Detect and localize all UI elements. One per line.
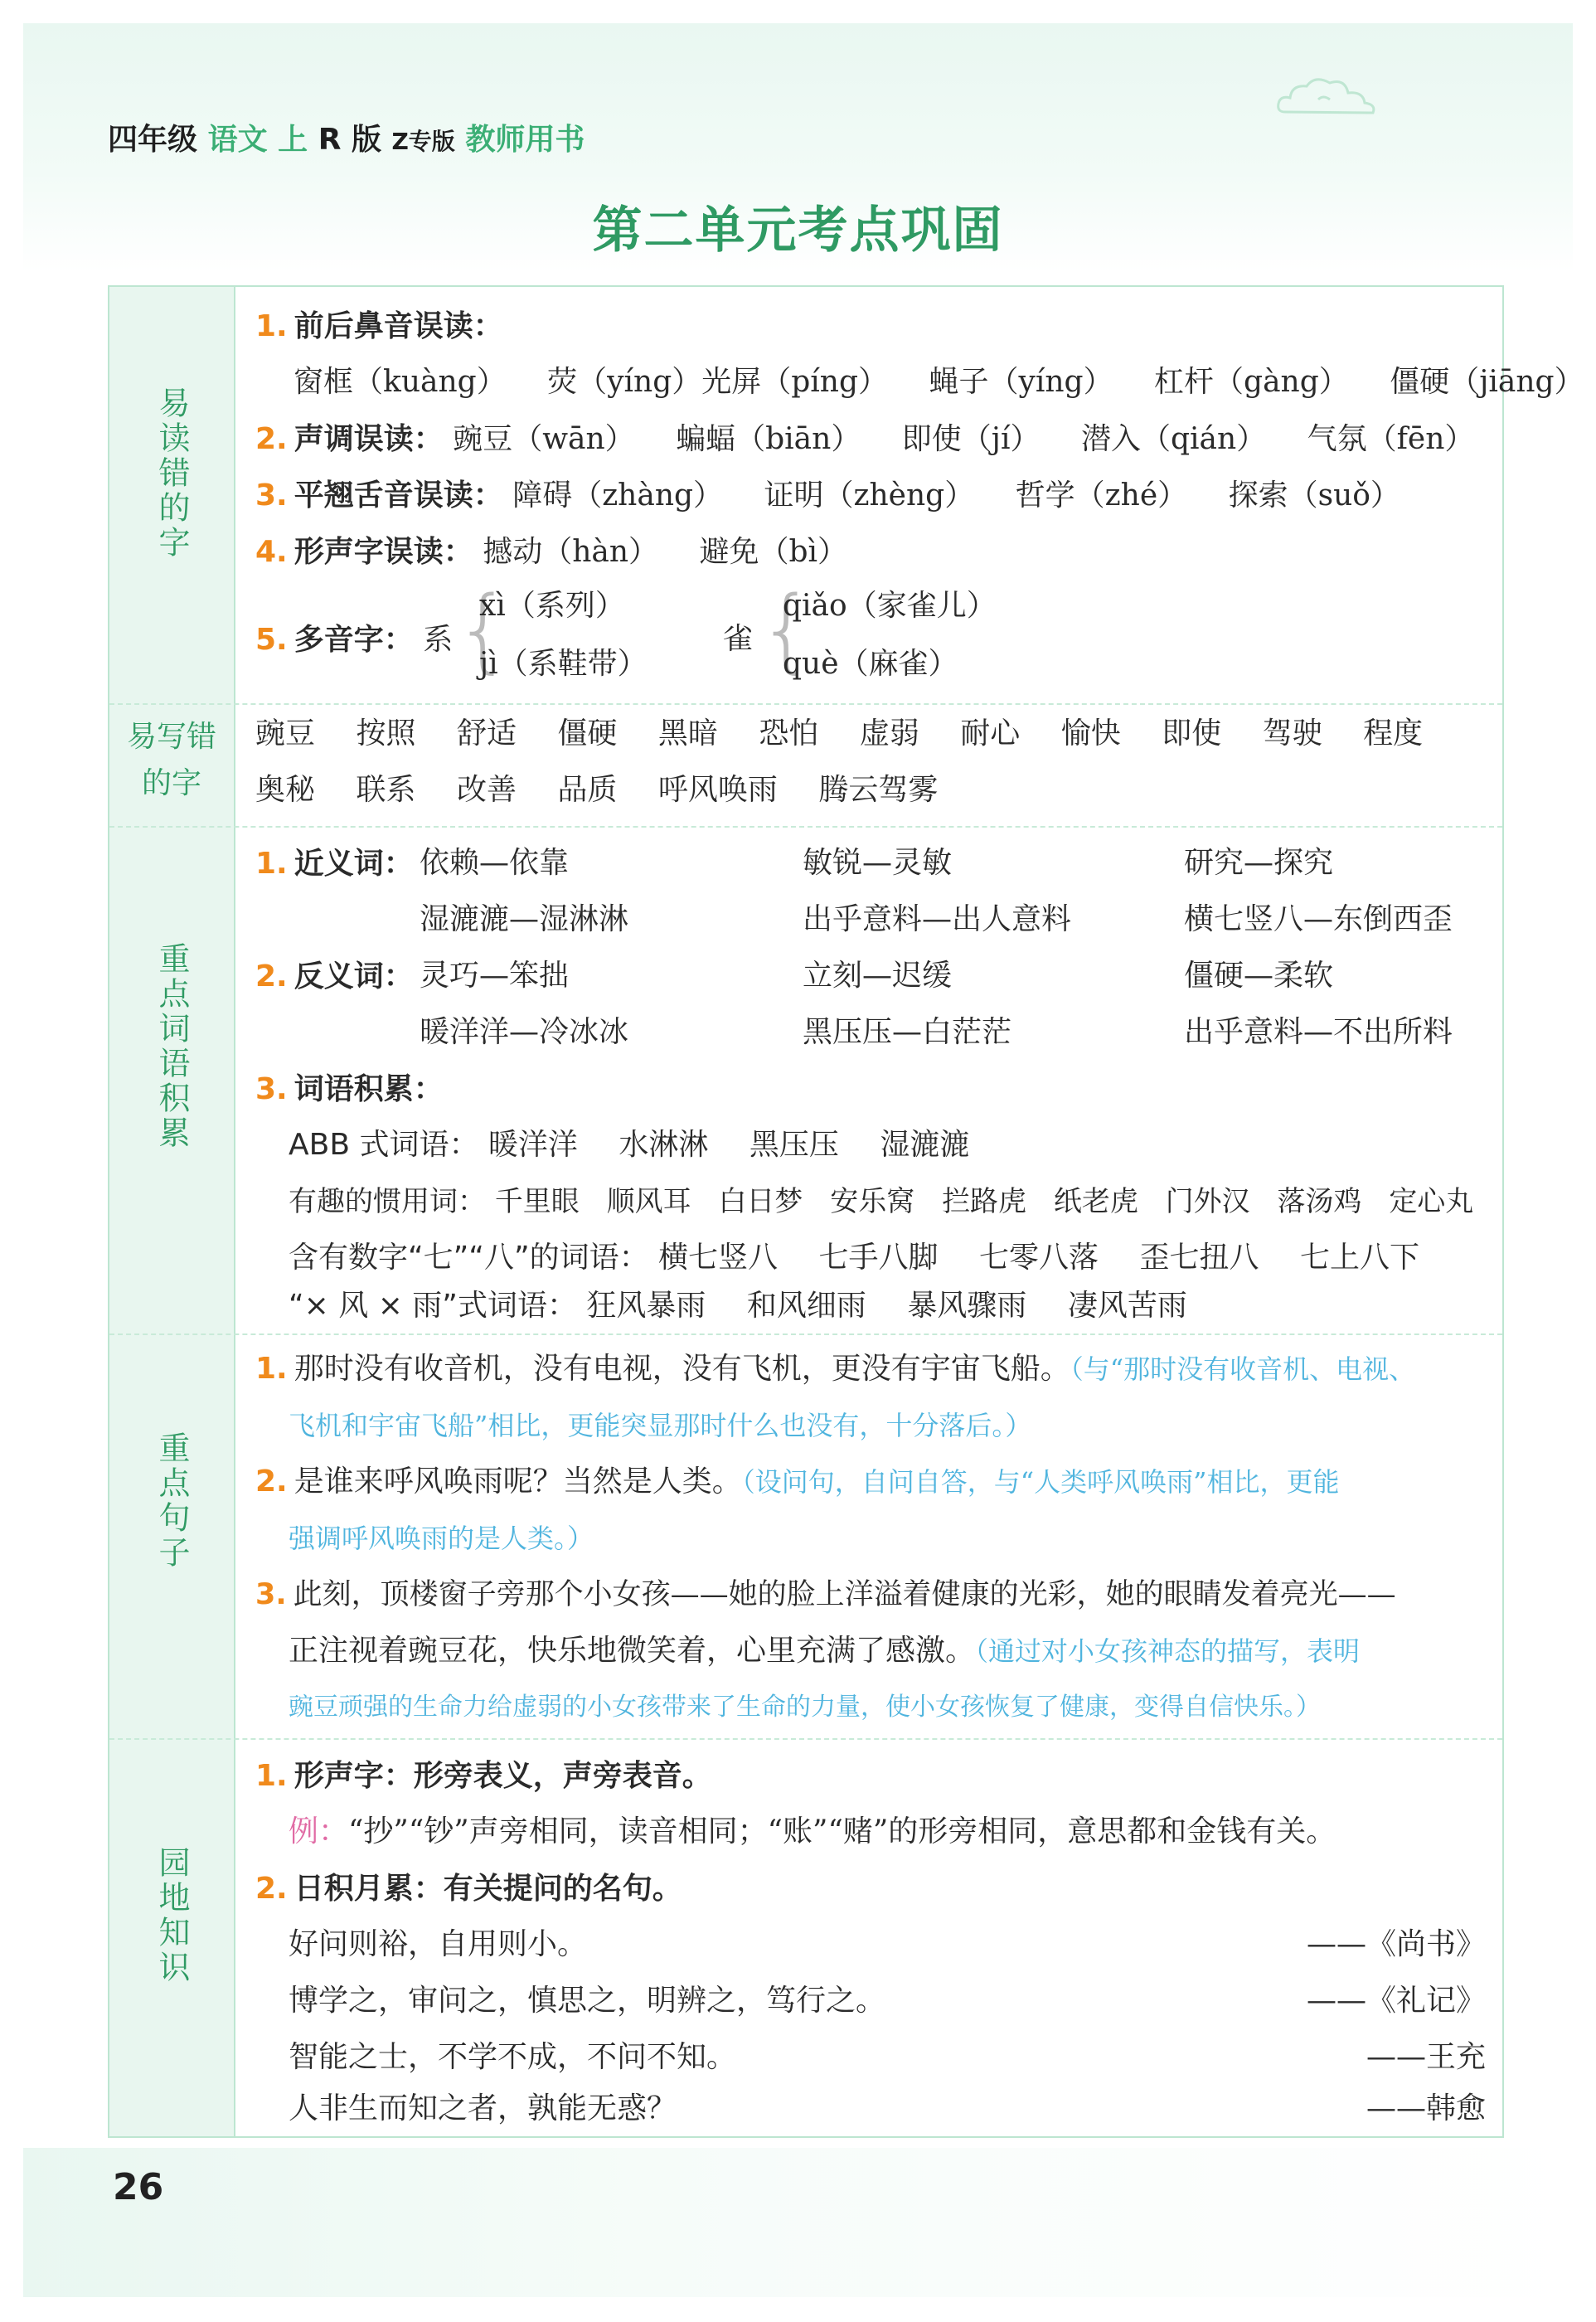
example-label: 例：: [289, 1814, 349, 1848]
polyphone-reading: què（麻雀）: [783, 647, 958, 681]
quote-text: 好问则裕，自用则小。: [289, 1927, 588, 1961]
word: 暖洋洋: [488, 1128, 578, 1162]
word: 蝇子（yíng）: [929, 365, 1113, 399]
subject: 语文: [207, 123, 268, 157]
antonym-pair: 灵巧—笨拙: [420, 959, 570, 993]
s1-item4: 4. 形声字误读： 撼动（hàn） 避免（bì）: [255, 534, 848, 569]
word: 僵硬: [557, 717, 618, 751]
footer-background: [23, 2148, 1573, 2297]
word: 荧（yíng）光屏（píng）: [547, 365, 889, 399]
word: 呼风唤雨: [657, 773, 778, 807]
word: 撼动（hàn）: [483, 535, 659, 569]
word: 恐怕: [759, 717, 819, 751]
word: 歪七扭八: [1139, 1241, 1259, 1275]
antonym-pair: 僵硬—柔软: [1184, 959, 1334, 993]
s4-sentence-1: 1. 那时没有收音机，没有电视，没有飞机，更没有宇宙飞船。（与“那时没有收音机、电视、: [255, 1352, 1416, 1386]
word: 暴风骤雨: [907, 1289, 1027, 1323]
word: 虚弱: [859, 717, 919, 751]
word: 即使（jí）: [901, 422, 1041, 456]
word: 探索（suǒ）: [1228, 478, 1400, 512]
word: 拦路虎: [942, 1185, 1027, 1218]
synonym-pair: 湿漉漉—湿淋淋: [420, 902, 629, 936]
polyphone-reading: qiǎo（家雀儿）: [783, 589, 997, 623]
section-label-garden: 园地知识: [153, 1846, 190, 1985]
section-label-miswrite-2: 的字: [141, 766, 201, 800]
wind-rain-words-row: “× 风 × 雨”式词语： 狂风暴雨 和风细雨 暴风骤雨 凄风苦雨: [289, 1289, 1187, 1323]
section-label-key-words: 重点词语积累: [153, 942, 190, 1151]
synonym-pair: 依赖—依靠: [420, 846, 570, 880]
antonym-pair: 立刻—迟缓: [803, 959, 953, 993]
s5-item1-example: 例：“抄”“钞”声旁相同，读音相同；“账”“赌”的形旁相同，意思都和金钱有关。: [289, 1814, 1336, 1848]
s3-synonyms-head: 1. 近义词：: [255, 846, 414, 881]
word: 愉快: [1060, 717, 1121, 751]
section-divider: [109, 1738, 1502, 1740]
word: 腾云驾雾: [818, 773, 939, 807]
synonym-pair: 出乎意料—出人意料: [803, 902, 1072, 936]
word: 七零八落: [979, 1241, 1099, 1275]
s4-sentence-1-note: 飞机和宇宙飞船”相比，更能突显那时什么也没有，十分落后。）: [289, 1410, 1032, 1441]
s1-item2: 2. 声调误读： 豌豆（wān） 蝙蝠（biān） 即使（jí） 潜入（qián） 气氛（fēn）: [255, 421, 1475, 456]
word: 杠杆（gàng）: [1154, 365, 1349, 399]
word: 狂风暴雨: [586, 1289, 706, 1323]
word: 即使: [1162, 717, 1222, 751]
s1-item5-head: 5. 多音字： 系: [255, 622, 454, 657]
quote-source: ——韩愈: [1366, 2091, 1486, 2125]
word: 程度: [1363, 717, 1424, 751]
section-divider: [109, 1333, 1502, 1335]
word: 纸老虎: [1053, 1185, 1138, 1218]
word: 七上八下: [1299, 1241, 1419, 1275]
s2-row1: [255, 713, 1423, 755]
word: 凄风苦雨: [1067, 1289, 1187, 1323]
polyphone-reading: xì（系列）: [479, 589, 625, 623]
word: 黑暗: [657, 717, 718, 751]
polyphone-char-2: 雀: [723, 622, 754, 656]
word: 横七竖八: [658, 1241, 779, 1275]
word: 顺风耳: [606, 1185, 691, 1218]
polyphone-char-1: 系: [423, 623, 454, 657]
s2-row2: [255, 770, 938, 811]
word: 落汤鸡: [1277, 1185, 1362, 1218]
word: 豌豆（wān）: [453, 422, 635, 456]
synonym-pair: 研究—探究: [1184, 846, 1334, 880]
section-divider: [109, 826, 1502, 828]
quote-source: ——王充: [1366, 2040, 1486, 2074]
z-edition: Z专版: [391, 128, 455, 155]
section-label-misread: 易读错的字: [153, 386, 190, 561]
word: 品质: [557, 773, 618, 807]
word: 安乐窝: [830, 1185, 915, 1218]
s4-sentence-2: 2. 是谁来呼风唤雨呢？当然是人类。（设问句，自问自答，与“人类呼风唤雨”相比，更能: [255, 1465, 1340, 1499]
idiom-words-row: 有趣的惯用词： 千里眼 顺风耳 白日梦 安乐窝 拦路虎 纸老虎 门外汉 落汤鸡 定心丸: [289, 1185, 1474, 1218]
book-type: 教师用书: [465, 123, 585, 157]
polyphone-reading: jì（系鞋带）: [479, 647, 648, 681]
word: 定心丸: [1389, 1185, 1474, 1218]
s1-item3: 3. 平翘舌音误读： 障碍（zhàng） 证明（zhèng） 哲学（zhé） 探索（suǒ）: [255, 478, 1400, 512]
number-words-row: 含有数字“七”“八”的词语： 横七竖八 七手八脚 七零八落 歪七扭八 七上八下: [289, 1241, 1419, 1275]
abb-words-row: ABB 式词语： 暖洋洋 水淋淋 黑压压 湿漉漉: [289, 1128, 970, 1162]
antonym-pair: 出乎意料—不出所料: [1184, 1015, 1453, 1049]
cloud-icon: [1269, 66, 1385, 124]
brace-2: {: [758, 576, 816, 683]
synonym-pair: 横七竖八—东倒西歪: [1184, 902, 1453, 936]
volume: 上: [278, 123, 308, 157]
word: 耐心: [960, 717, 1021, 751]
antonym-pair: 黑压压—白茫茫: [803, 1015, 1012, 1049]
quote-text: 人非生而知之者，孰能无惑？: [289, 2091, 677, 2125]
quote-source: ——《礼记》: [1306, 1984, 1486, 2018]
section-label-key-sentences: 重点句子: [153, 1431, 190, 1571]
word: 七手八脚: [818, 1241, 939, 1275]
word: 舒适: [456, 717, 517, 751]
word: 气氛（fēn）: [1307, 422, 1475, 456]
s1-item1-head: 1. 前后鼻音误读：: [255, 308, 503, 343]
brace-1: {: [454, 576, 512, 683]
word: 湿漉漉: [880, 1128, 970, 1162]
edition: R 版: [318, 123, 381, 157]
page-title: 第二单元考点巩固: [592, 202, 1004, 260]
s4-sentence-2-note: 强调呼风唤雨的是人类。）: [289, 1523, 594, 1554]
word: 避免（bì）: [699, 535, 848, 569]
quote-text: 博学之，审问之，慎思之，明辨之，笃行之。: [289, 1984, 886, 2018]
word: 按照: [356, 717, 416, 751]
s1-item1-words: [293, 362, 1584, 403]
s4-sentence-3: 3. 此刻，顶楼窗子旁那个小女孩——她的脸上洋溢着健康的光彩，她的眼睛发着亮光——: [255, 1578, 1396, 1611]
content-table: [108, 285, 1584, 2138]
word: 联系: [356, 773, 416, 807]
s5-item2-head: 2. 日积月累：有关提问的名句。: [255, 1871, 682, 1906]
section-label-miswrite-1: 易写错: [126, 720, 216, 754]
word: 奥秘: [255, 773, 316, 807]
book-header: [108, 116, 585, 158]
word: 千里眼: [494, 1185, 580, 1218]
word: 改善: [456, 773, 517, 807]
word: 黑压压: [749, 1128, 839, 1162]
grade: 四年级: [108, 123, 198, 157]
quote-text: 智能之士，不学不成，不问不知。: [289, 2040, 737, 2074]
word: 僵硬（jiāng）: [1390, 365, 1584, 399]
s3-accumulate-head: 3. 词语积累：: [255, 1071, 444, 1106]
synonym-pair: 敏锐—灵敏: [803, 846, 953, 880]
word: 障碍（zhàng）: [512, 478, 724, 512]
word: 潜入（qián）: [1080, 422, 1267, 456]
s5-item1: 1. 形声字：形旁表义，声旁表音。: [255, 1758, 712, 1793]
word: 豌豆: [255, 717, 316, 751]
word: 和风细雨: [746, 1289, 866, 1323]
word: 蝙蝠（biān）: [676, 422, 861, 456]
s4-sentence-3-cont: 正注视着豌豆花，快乐地微笑着，心里充满了感激。（通过对小女孩神态的描写，表明: [289, 1634, 1361, 1668]
s4-sentence-3-note: 豌豆顽强的生命力给虚弱的小女孩带来了生命的力量，使小女孩恢复了健康，变得自信快乐。）: [289, 1693, 1321, 1722]
page-number: 26: [113, 2166, 164, 2208]
s3-antonyms-head: 2. 反义词：: [255, 959, 414, 993]
antonym-pair: 暖洋洋—冷冰冰: [420, 1015, 629, 1049]
word: 证明（zhèng）: [764, 478, 975, 512]
word: 哲学（zhé）: [1015, 478, 1188, 512]
section-divider: [109, 703, 1502, 705]
word: 窗框（kuàng）: [293, 365, 507, 399]
word: 水淋淋: [619, 1128, 709, 1162]
quote-source: ——《尚书》: [1306, 1927, 1486, 1961]
word: 白日梦: [718, 1185, 803, 1218]
word: 驾驶: [1262, 717, 1322, 751]
word: 门外汉: [1165, 1185, 1250, 1218]
